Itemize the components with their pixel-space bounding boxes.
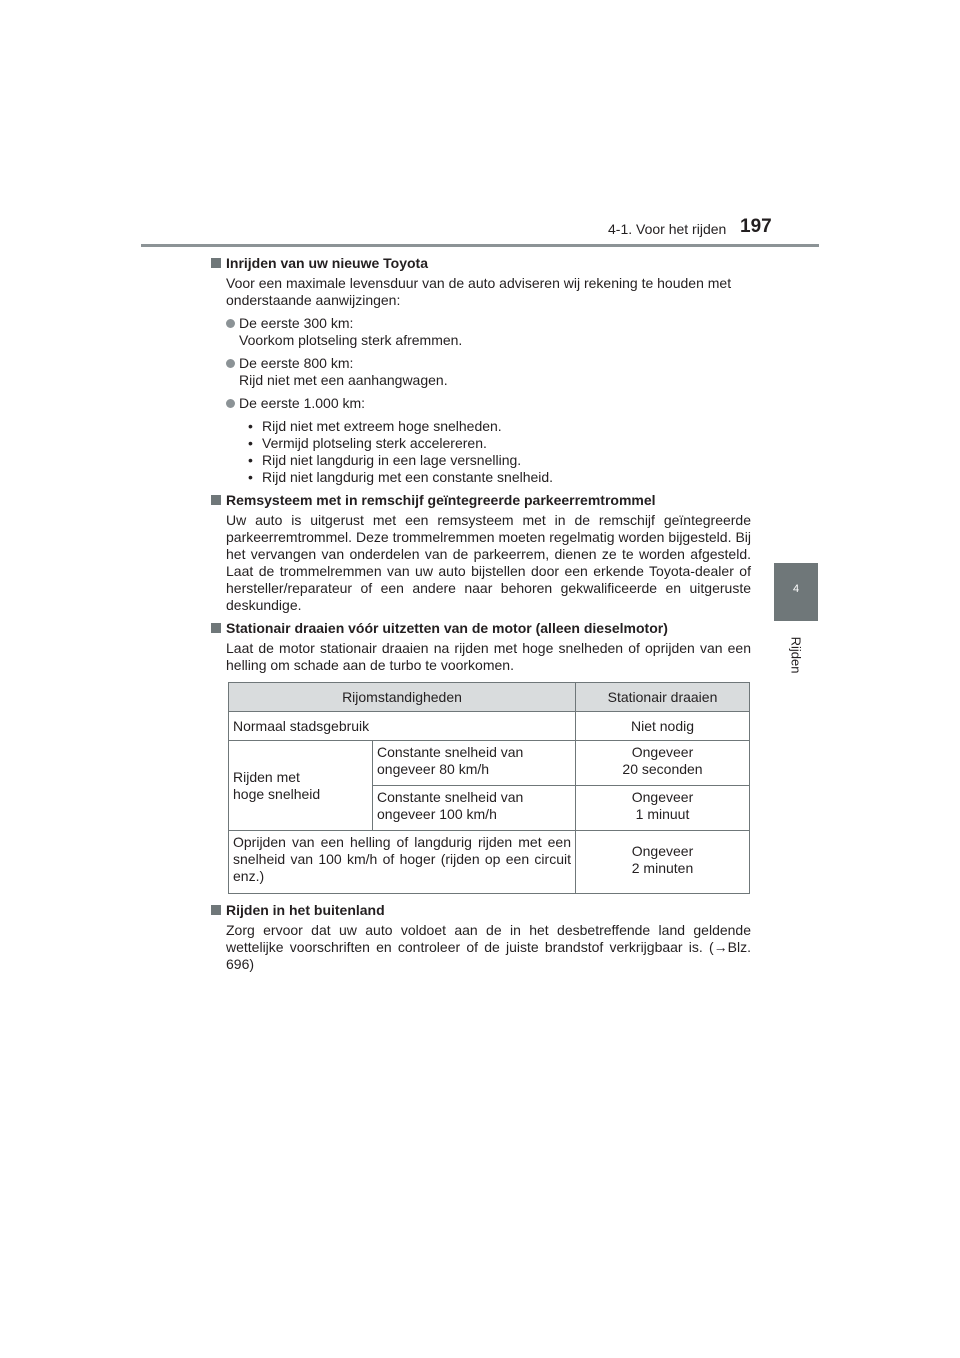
bullet-dot-icon: • [248,418,253,434]
section-body: Laat de motor stationair draaien na rijden met hoge snelheden of oprijden van een helling om schade aan de turbo te voorkomen. [226,640,751,673]
table-row [229,712,750,741]
list-item: De eerste 800 km: Rijd niet met een aanhangwagen. [211,355,751,389]
bullet-dot-icon: • [248,469,253,485]
square-bullet-icon [211,905,221,915]
square-bullet-icon [211,495,221,505]
section-buitenland [211,902,751,973]
sub-bullet-list [211,418,751,486]
table-row [229,831,750,894]
section-stationair [211,620,751,894]
section-header: 4-1. Voor het rijden [608,221,727,237]
section-title: Rijden in het buitenland [211,902,751,919]
table-row [229,741,750,786]
table-cell: Oprijden van een helling of langdurig rijden met een snelheid van 100 km/h of hoger (rijden op een circuit enz.) [229,831,576,894]
table-cell: Niet nodig [576,712,750,741]
sub-bullet-item: • Rijd niet met extreem hoge snelheden. [248,418,502,434]
sub-bullet-item: • Rijd niet langdurig met een constante snelheid. [248,469,554,485]
chapter-number: 4 [792,583,800,595]
list-item: De eerste 1.000 km: [211,395,751,412]
section-title: Remsysteem met in remschijf geïntegreerde parkeerremtrommel [211,492,751,509]
sub-bullet-item: • Rijd niet langdurig in een lage versnelling. [248,452,522,468]
page-number: 197 [740,216,772,237]
table-cell: Constante snelheid van ongeveer 100 km/h [373,786,576,831]
table-header-row [229,683,750,712]
chapter-tab [774,563,818,621]
table-cell: Ongeveer 20 seconden [576,741,750,786]
table-cell: Constante snelheid van ongeveer 80 km/h [373,741,576,786]
section-title: Inrijden van uw nieuwe Toyota [211,255,751,272]
square-bullet-icon [211,258,221,268]
section-inrijden [211,255,751,486]
section-intro: Voor een maximale levensduur van de auto adviseren wij rekening te houden met onderstaande aanwijzingen: [226,275,732,308]
circle-bullet-icon [226,319,235,328]
header-rule [141,244,819,247]
page-content [211,255,751,979]
table-header-cell: Stationair draaien [576,683,750,712]
sub-bullet-item: • Vermijd plotseling sterk accelereren. [248,435,487,451]
section-remsysteem [211,492,751,614]
table-cell: Ongeveer 2 minuten [576,831,750,894]
bullet-dot-icon: • [248,435,253,451]
section-body: Uw auto is uitgerust met een remsysteem met in de remschijf geïntegreerde parkeerremtrommel. Deze trommelremmen moeten regelmatig worden bijgesteld. Bij het vervangen van onderdelen van de parkeerrem, dienen ze te worden afgesteld. Laat de trommelremmen van uw auto bijstellen door een erkende Toyota-dealer of hersteller/reparateur of een andere naar behoren gekwalificeerde en uitgeruste deskundige. [226,512,751,613]
list-item: De eerste 300 km: Voorkom plotseling sterk afremmen. [211,315,751,349]
idle-table [228,682,750,894]
table-header-cell: Rijomstandigheden [229,683,576,712]
chapter-label: Rijden [788,636,804,674]
circle-bullet-icon [226,359,235,368]
square-bullet-icon [211,623,221,633]
table-cell: Rijden met hoge snelheid [229,741,373,831]
bullet-dot-icon: • [248,452,253,468]
table-cell: Normaal stadsgebruik [229,712,576,741]
table-cell: Ongeveer 1 minuut [576,786,750,831]
section-title: Stationair draaien vóór uitzetten van de motor (alleen dieselmotor) [211,620,751,637]
circle-bullet-icon [226,399,235,408]
section-body: Zorg ervoor dat uw auto voldoet aan de in het desbetreffende land geldende wettelijke voorschriften en controleer of de juiste brandstof verkrijgbaar is. (→Blz. 696) [226,922,751,972]
